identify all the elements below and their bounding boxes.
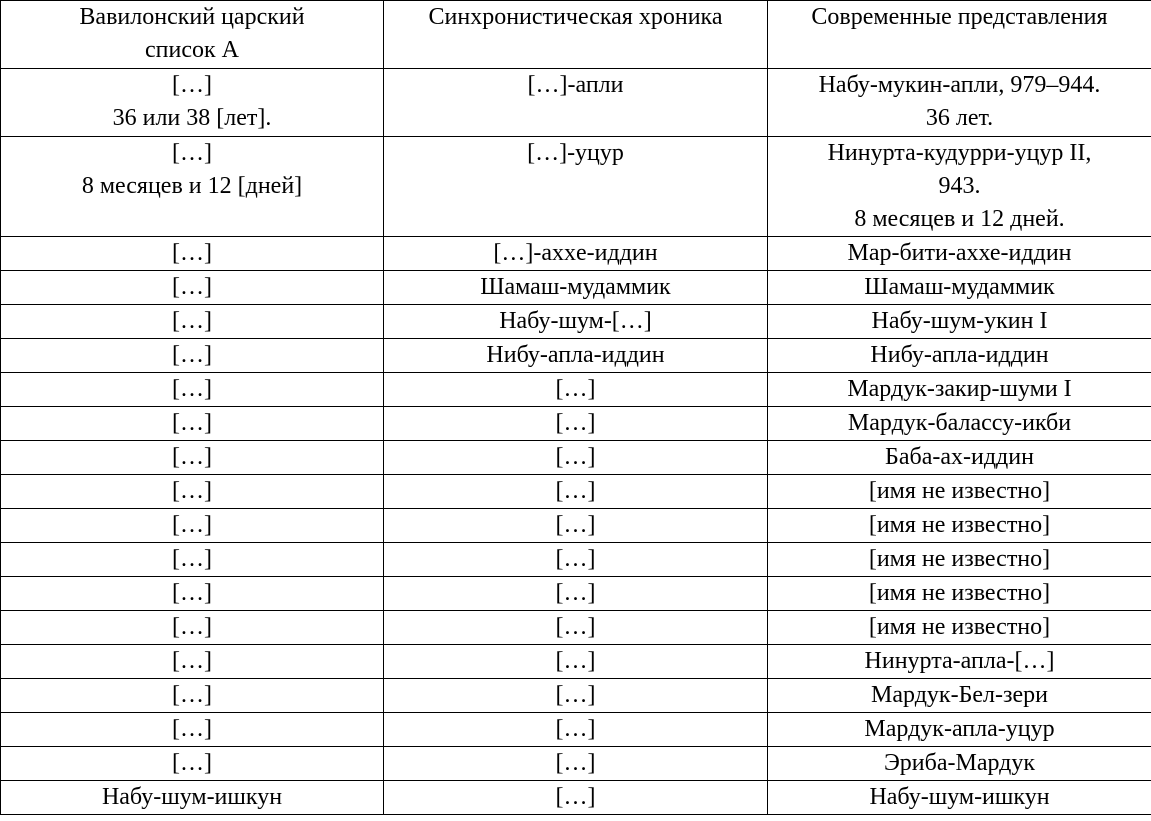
header-modern-views: Современные представления: [768, 1, 1151, 69]
table-row: [1, 679, 1151, 713]
table-cell: […]-уцур: [384, 137, 768, 237]
table-cell: Нибу-апла-иддин: [384, 339, 768, 373]
table-row: [1, 543, 1151, 577]
table-cell: […]-ахxе-иддин: [384, 237, 768, 271]
table-header-row: [1, 1, 1151, 69]
table-cell: […]: [1, 509, 384, 543]
table-row: [1, 645, 1151, 679]
table-row: [1, 305, 1151, 339]
table-cell: Нинурта-апла-[…]: [768, 645, 1151, 679]
table-cell: Нибу-апла-иддин: [768, 339, 1151, 373]
table-cell: […]: [384, 747, 768, 781]
table-row: [1, 137, 1151, 237]
table-row: [1, 373, 1151, 407]
table-cell: […]: [1, 441, 384, 475]
table-cell: […]: [384, 679, 768, 713]
table-row: [1, 577, 1151, 611]
table-cell: [имя не известно]: [768, 475, 1151, 509]
table-cell: Набу-шум-[…]: [384, 305, 768, 339]
table-cell: […]: [384, 611, 768, 645]
table-cell: Мардук-закир-шуми I: [768, 373, 1151, 407]
table-cell: Шамаш-мудаммик: [384, 271, 768, 305]
table-cell: […]: [384, 509, 768, 543]
table-cell: Мардук-балассу-икби: [768, 407, 1151, 441]
table-row: [1, 339, 1151, 373]
table-row: [1, 441, 1151, 475]
table-cell: […]: [1, 373, 384, 407]
table-cell: […]: [384, 407, 768, 441]
table-row: [1, 271, 1151, 305]
table-cell: […]: [1, 645, 384, 679]
table-cell: Нинурта-кудурри-уцур II, 943. 8 месяцев и 12 дней.: [768, 137, 1151, 237]
table-cell: […]: [384, 713, 768, 747]
table-cell: […]: [1, 237, 384, 271]
table-cell: […]: [1, 543, 384, 577]
table-cell: […]: [1, 475, 384, 509]
table-cell: Мардук-Бел-зери: [768, 679, 1151, 713]
table-cell: Мар-бити-аххе-иддин: [768, 237, 1151, 271]
table-cell: Набу-мукин-апли, 979–944. 36 лет.: [768, 69, 1151, 137]
table-row: [1, 237, 1151, 271]
table-cell: […]: [384, 373, 768, 407]
table-cell: [имя не известно]: [768, 509, 1151, 543]
table-cell: […]: [1, 407, 384, 441]
table-cell: […]: [384, 543, 768, 577]
table-cell: […]: [1, 679, 384, 713]
table-cell: Набу-шум-ишкун: [768, 781, 1151, 815]
table-cell: […]: [1, 713, 384, 747]
table-cell: […]: [1, 611, 384, 645]
table-cell: […]-апли: [384, 69, 768, 137]
table-cell: […]: [1, 305, 384, 339]
table-cell: […]: [384, 781, 768, 815]
table-cell: [имя не известно]: [768, 543, 1151, 577]
table-cell: […]: [1, 271, 384, 305]
table-cell: Баба-ах-иддин: [768, 441, 1151, 475]
table-row: [1, 747, 1151, 781]
table-row: [1, 611, 1151, 645]
table-cell: Мардук-апла-уцур: [768, 713, 1151, 747]
header-synchronistic-chronicle: Синхронистическая хроника: [384, 1, 768, 69]
table-row: [1, 509, 1151, 543]
table-cell: [имя не известно]: [768, 611, 1151, 645]
table-cell: […]: [1, 747, 384, 781]
table-cell: […] 8 месяцев и 12 [дней]: [1, 137, 384, 237]
table-cell: […]: [384, 475, 768, 509]
table-cell: Шамаш-мудаммик: [768, 271, 1151, 305]
table-cell: […]: [384, 645, 768, 679]
table-cell: […]: [1, 339, 384, 373]
table-row: [1, 407, 1151, 441]
table-cell: […]: [384, 577, 768, 611]
table-cell: Набу-шум-ишкун: [1, 781, 384, 815]
header-babylonian-king-list-a: Вавилонский царский список А: [1, 1, 384, 69]
table-cell: Эриба-Мардук: [768, 747, 1151, 781]
table-cell: Набу-шум-укин I: [768, 305, 1151, 339]
table-cell: […]: [1, 577, 384, 611]
table-row: [1, 69, 1151, 137]
table-cell: [имя не известно]: [768, 577, 1151, 611]
table-row: [1, 781, 1151, 815]
table-row: [1, 475, 1151, 509]
table-cell: […]: [384, 441, 768, 475]
table-row: [1, 713, 1151, 747]
table-cell: […] 36 или 38 [лет].: [1, 69, 384, 137]
